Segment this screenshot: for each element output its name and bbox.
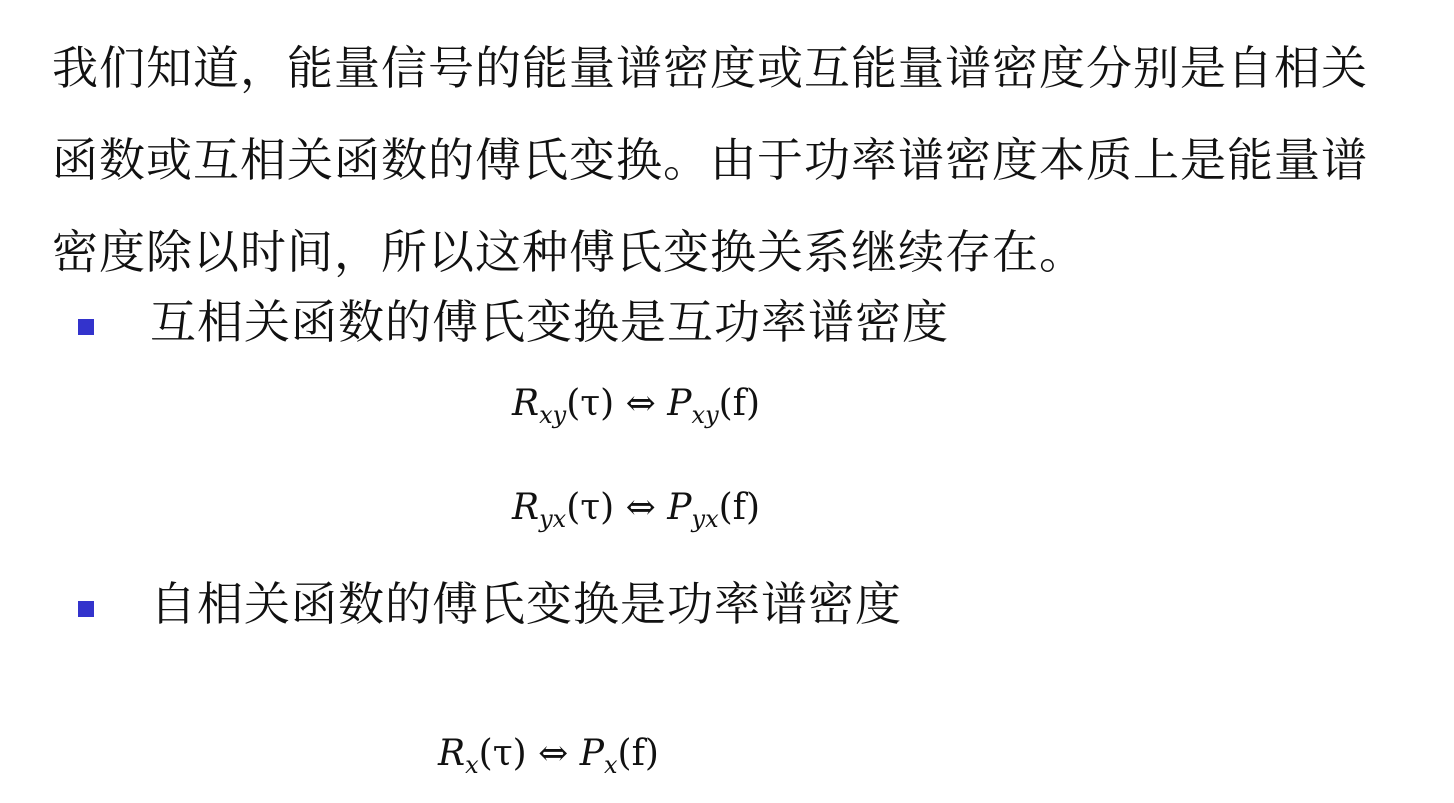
formula-cross-xy: [512, 382, 761, 429]
formula-lhs: R: [512, 487, 540, 528]
bullet-item-auto-correlation: [0, 574, 1454, 634]
formula-cross-yx: [512, 486, 761, 533]
formula-rhs-arg: (f): [718, 383, 761, 424]
square-bullet-icon: [78, 601, 94, 617]
formula-equivalence-operator: ⇔: [625, 487, 656, 528]
intro-line: 密度除以时间，所以这种傅氏变换关系继续存在。: [52, 225, 1086, 279]
formula-rhs-sub: yx: [691, 505, 719, 533]
formula-rhs-arg: (f): [617, 733, 659, 774]
formula-rhs: P: [667, 383, 692, 424]
formula-lhs-sub: xy: [539, 401, 567, 429]
formula-lhs-arg: (τ): [566, 383, 615, 424]
intro-line: 函数或互相关函数的傅氏变换。由于功率谱密度本质上是能量谱: [52, 133, 1368, 187]
formula-lhs-arg: (τ): [566, 487, 615, 528]
formula-equivalence-operator: ⇔: [625, 383, 656, 424]
formula-lhs: R: [438, 733, 466, 774]
formula-lhs: R: [512, 383, 540, 424]
formula-rhs: P: [579, 733, 604, 774]
intro-line: 我们知道，能量信号的能量谱密度或互能量谱密度分别是自相关: [52, 41, 1368, 95]
square-bullet-icon: [78, 319, 94, 335]
formula-rhs: P: [667, 487, 692, 528]
formula-rhs-sub: xy: [691, 401, 719, 429]
bullet-text: 自相关函数的傅氏变换是功率谱密度: [150, 577, 902, 631]
formula-lhs-sub: yx: [539, 505, 567, 533]
formula-rhs-sub: x: [603, 751, 618, 779]
formula-equivalence-operator: ⇔: [538, 733, 569, 774]
formula-lhs-arg: (τ): [478, 733, 527, 774]
formula-lhs-sub: x: [465, 751, 479, 779]
intro-paragraph: [52, 22, 1412, 298]
formula-rhs-arg: (f): [718, 487, 761, 528]
bullet-text: 互相关函数的傅氏变换是互功率谱密度: [150, 295, 949, 349]
formula-auto-x: [438, 732, 659, 779]
bullet-item-cross-correlation: [0, 292, 1454, 352]
